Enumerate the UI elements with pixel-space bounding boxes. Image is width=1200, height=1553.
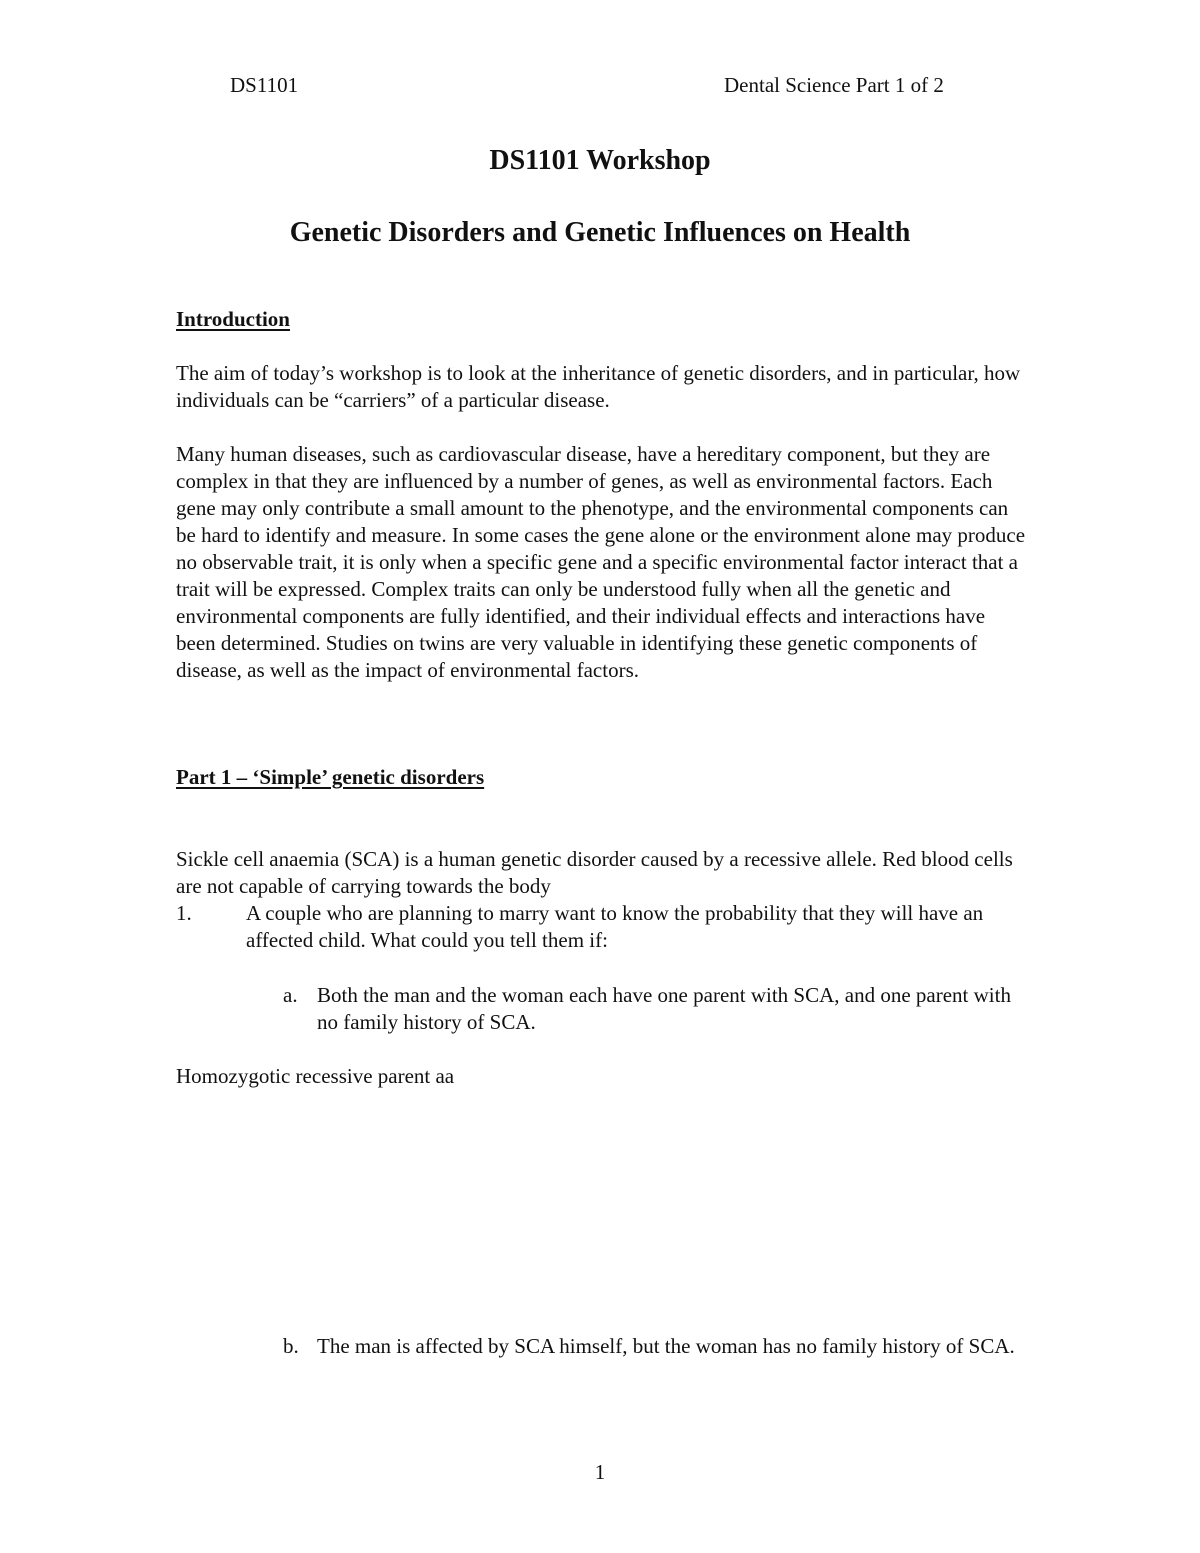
header-course-title: Dental Science Part 1 of 2 <box>724 73 944 97</box>
page-number: 1 <box>594 1460 606 1484</box>
question-text: A couple who are planning to marry want to know the probability that they will have an affected child. What could you tell them if: <box>246 901 984 952</box>
introduction-paragraph-2: Many human diseases, such as cardiovascular disease, have a hereditary component, but they are complex in that they are influenced by a number of genes, as well as environmental factors. Each gene may only contribute a small amount to the phenotype, and the environmental components can be hard to identify and measure. In some cases the gene alone or the environment alone may produce no observable trait, it is only when a specific gene and a specific environmental factor interact that a trait will be expressed. Complex traits can only be understood fully when all the genetic and environmental components are fully identified, and their individual effects and interactions have been determined. Studies on twins are very valuable in identifying these genetic components of disease, as well as the impact of environmental factors. <box>176 442 1026 682</box>
part1-intro-paragraph: Sickle cell anaemia (SCA) is a human genetic disorder caused by a recessive allele. Red blood cells are not capable of carrying towards the body <box>176 847 1013 898</box>
document-subtitle: Genetic Disorders and Genetic Influences on Health <box>289 217 911 248</box>
question-number: 1. <box>176 901 192 925</box>
header-course-code: DS1101 <box>230 73 299 97</box>
introduction-paragraph-1: The aim of today’s workshop is to look at the inheritance of genetic disorders, and in particular, how individuals can be “carriers” of a particular disease. <box>176 361 1021 412</box>
sub-item-b-text: The man is affected by SCA himself, but the woman has no family history of SCA. <box>317 1334 1015 1358</box>
document-title: DS1101 Workshop <box>489 145 711 176</box>
answer-note: Homozygotic recessive parent aa <box>176 1064 455 1088</box>
sub-item-a-letter: a. <box>283 983 298 1007</box>
sub-item-b-letter: b. <box>283 1334 299 1358</box>
sub-item-a-text: Both the man and the woman each have one parent with SCA, and one parent with no family history of SCA. <box>317 983 1011 1034</box>
introduction-heading: Introduction <box>176 307 290 331</box>
part1-heading: Part 1 – ‘Simple’ genetic disorders <box>176 765 485 789</box>
